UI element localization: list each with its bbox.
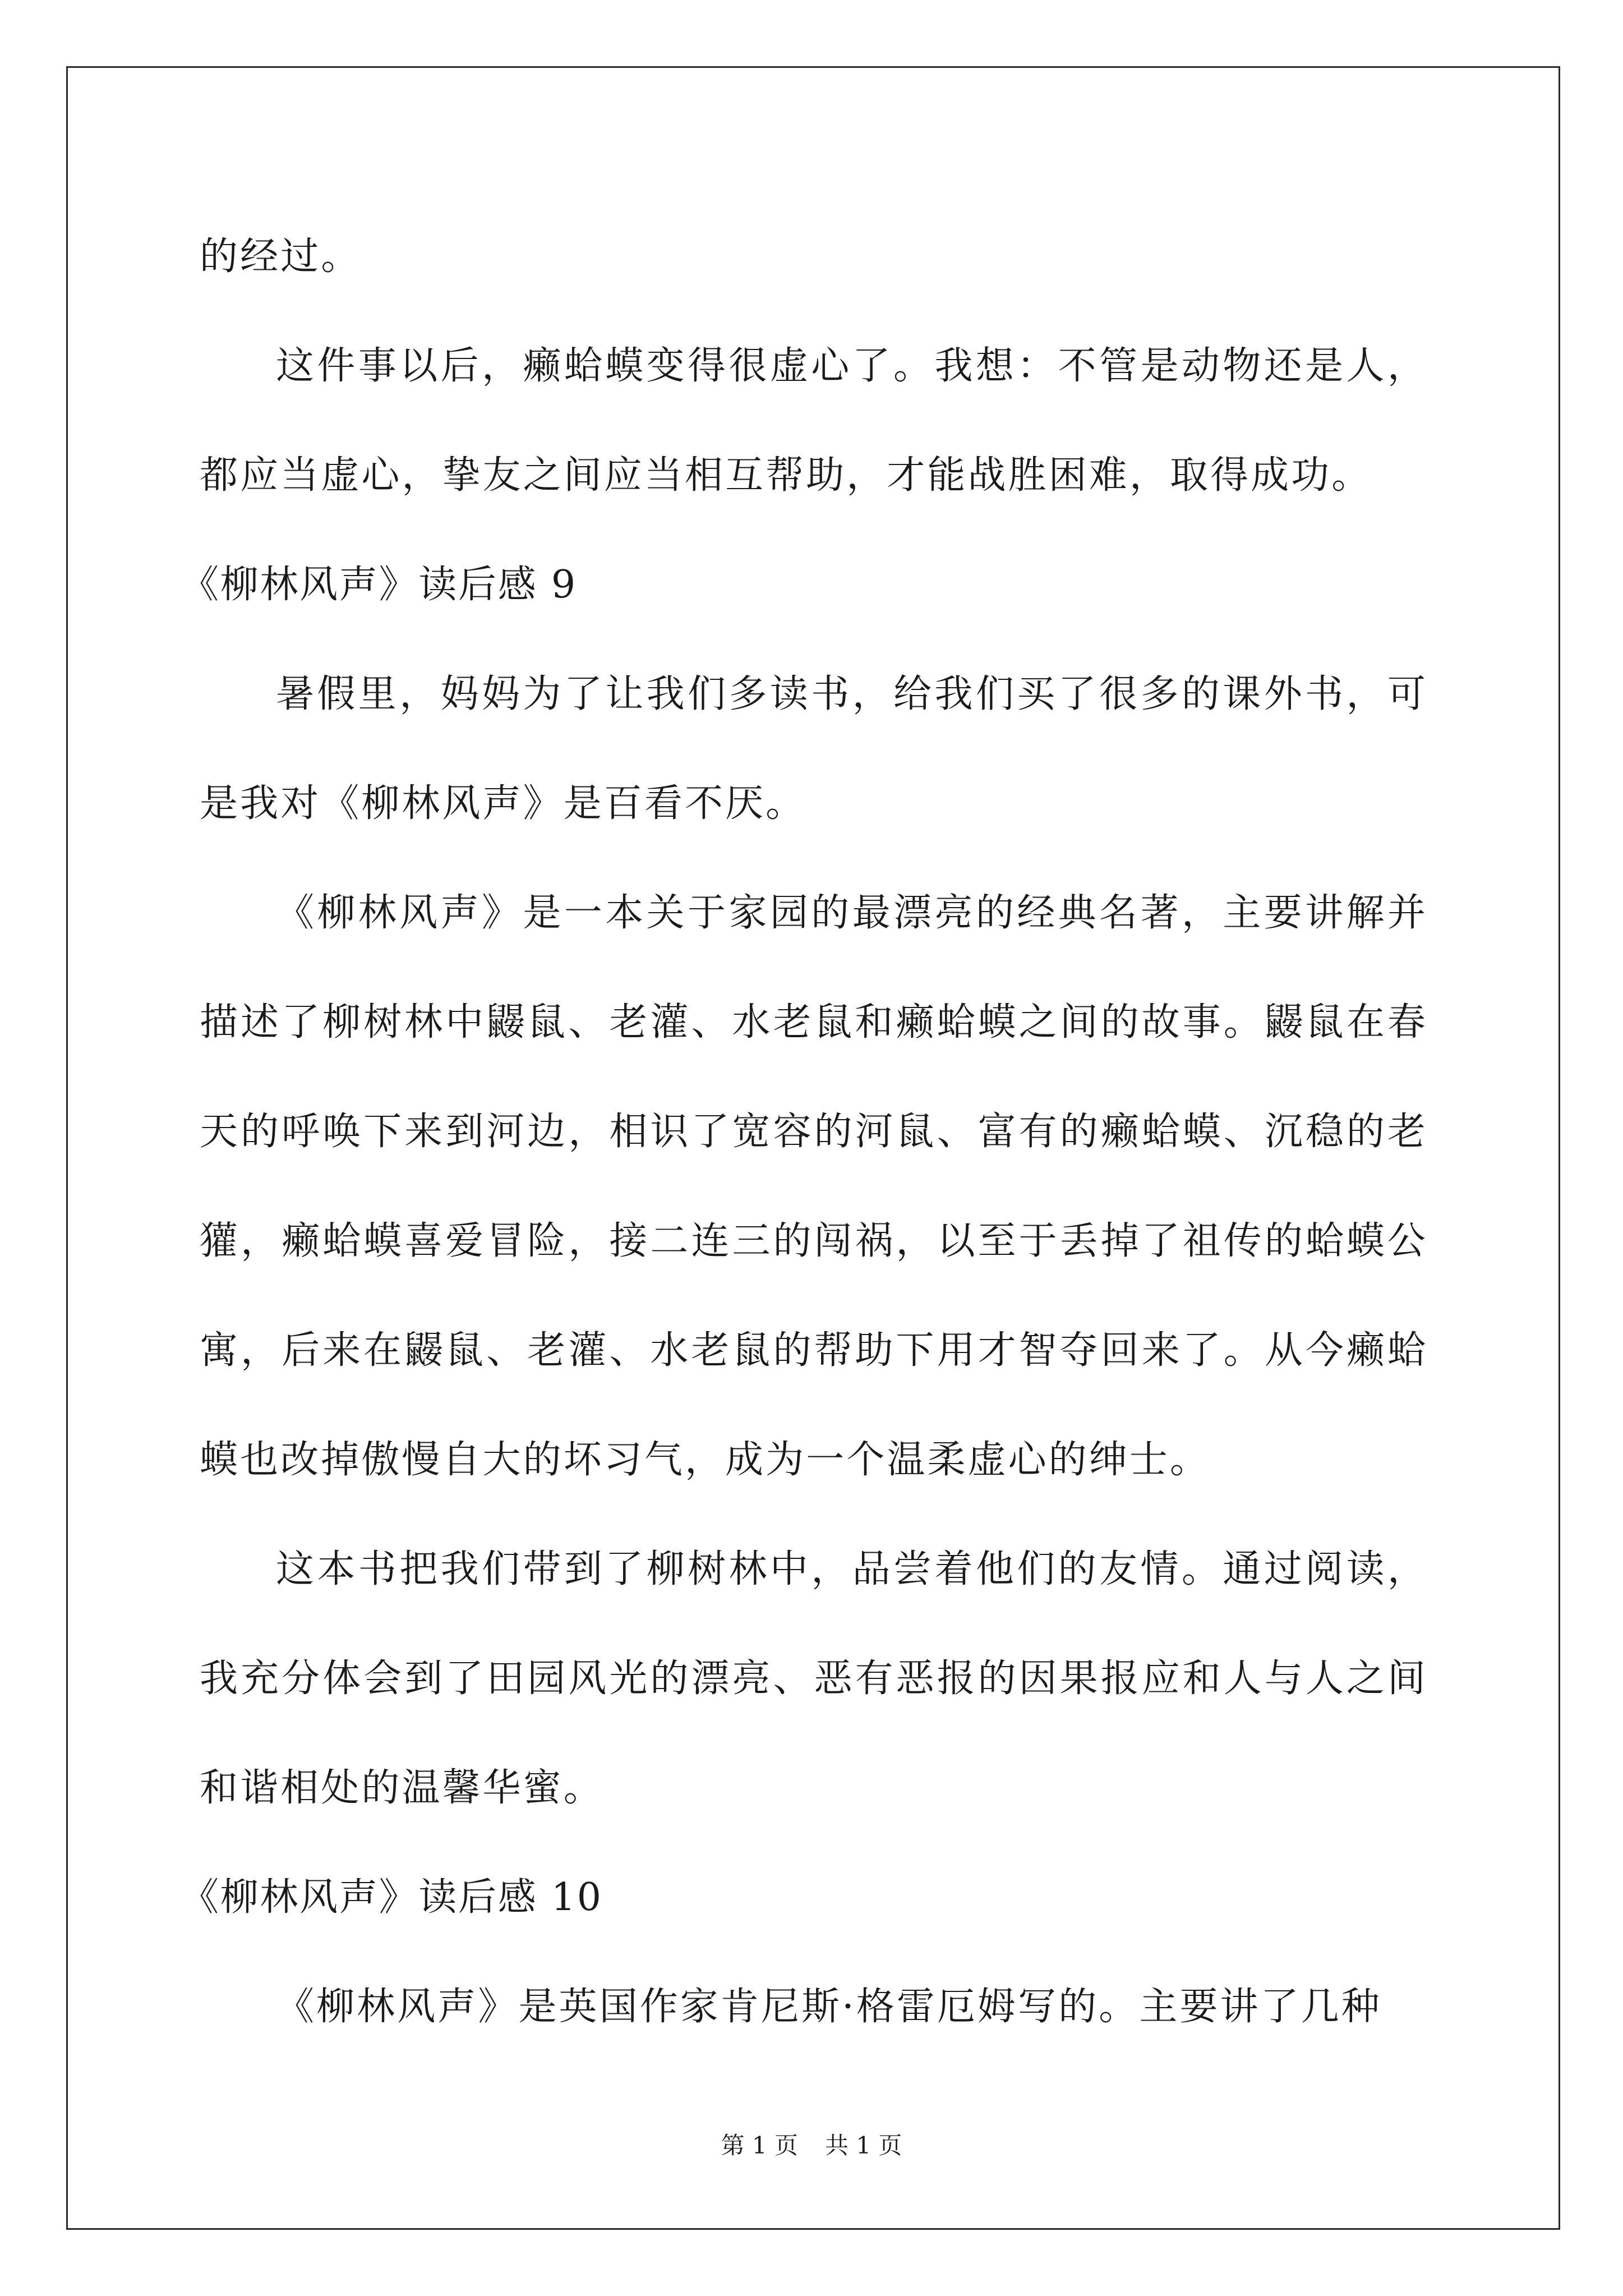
page-footer	[0, 2129, 1623, 2162]
paragraph: 《柳林风声》是一本关于家园的最漂亮的经典名著，主要讲解并描述了柳树林中鼹鼠、老灌、水老鼠和癞蛤蟆之间的故事。鼹鼠在春天的呼唤下来到河边，相识了宽容的河鼠、富有的癞蛤蟆、沉稳的老獾，癞蛤蟆喜爱冒险，接二连三的闯祸，以至于丢掉了祖传的蛤蟆公寓，后来在鼹鼠、老灌、水老鼠的帮助下用才智夺回来了。从今癞蛤蟆也改掉傲慢自大的坏习气，成为一个温柔虚心的绅士。	[200, 891, 1428, 1482]
section-heading: 《柳林风声》读后感 10	[181, 1875, 603, 1920]
paragraph: 这本书把我们带到了柳树林中，品尝着他们的友情。通过阅读，我充分体会到了田园风光的漂亮、恶有恶报的因果报应和人与人之间和谐相处的温馨华蜜。	[200, 1547, 1428, 1810]
paragraph: 《柳林风声》是英国作家肯尼斯·格雷厄姆写的。主要讲了几种	[276, 1985, 1382, 2029]
paragraph-continuation: 的经过。	[200, 234, 362, 279]
section-heading: 《柳林风声》读后感 9	[181, 563, 577, 607]
page-number: 第 1 页	[721, 2132, 798, 2159]
page-total: 共 1 页	[825, 2132, 902, 2159]
paragraph: 这件事以后，癞蛤蟆变得很虚心了。我想：不管是动物还是人，都应当虚心，挚友之间应当相互帮助，才能战胜困难，取得成功。	[200, 344, 1428, 498]
document-body	[181, 202, 1428, 2062]
paragraph: 暑假里，妈妈为了让我们多读书，给我们买了很多的课外书，可是我对《柳林风声》是百看不厌。	[200, 672, 1428, 826]
